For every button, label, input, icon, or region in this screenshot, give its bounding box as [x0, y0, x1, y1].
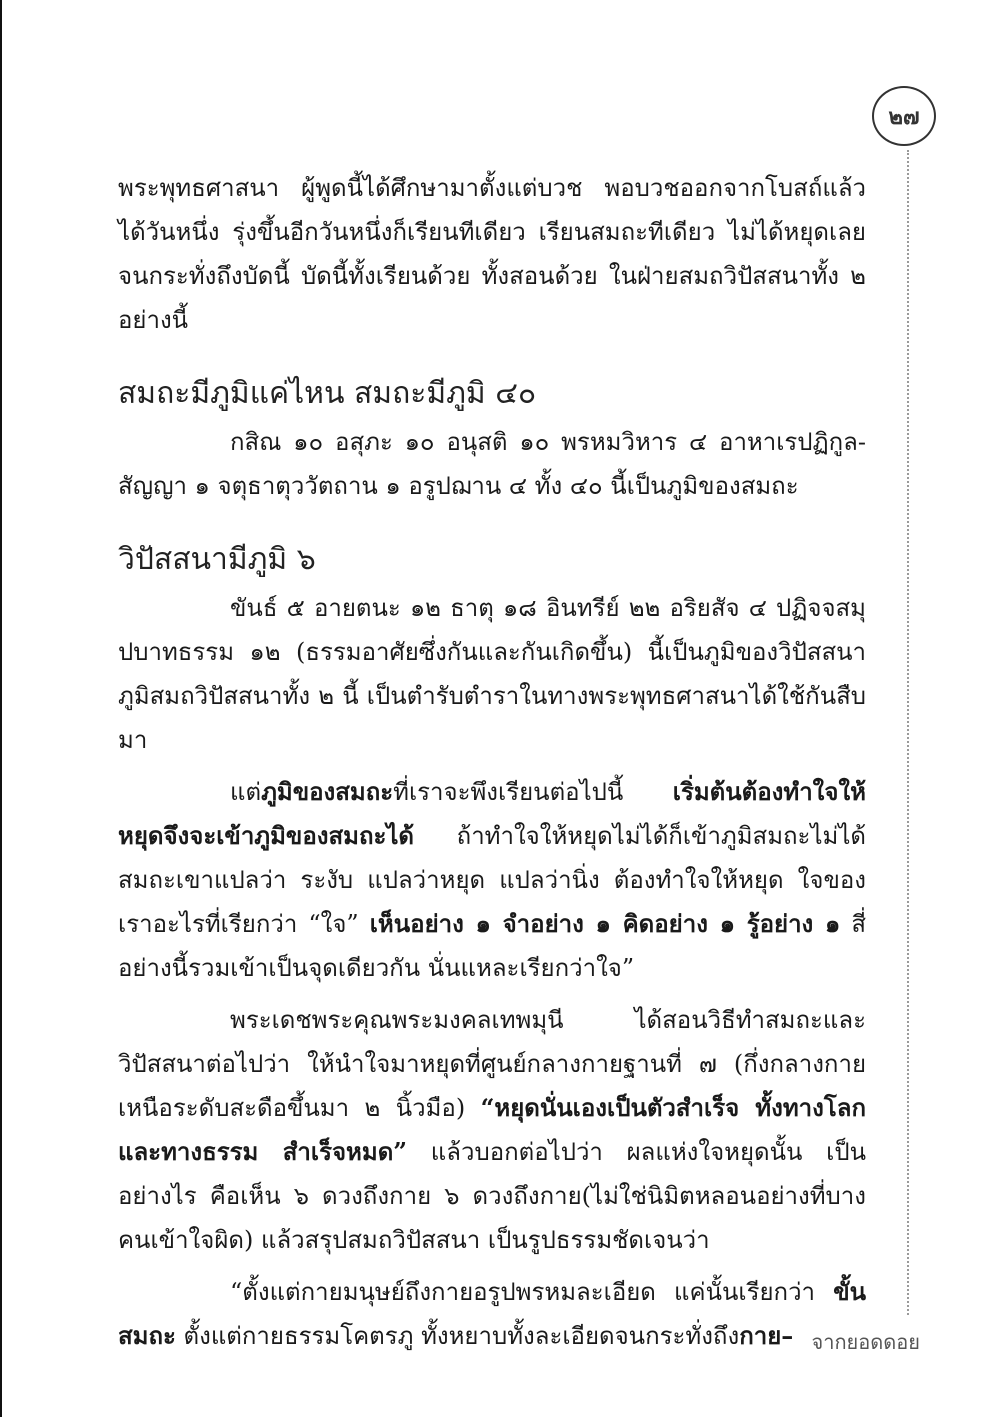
paragraph-samatha-list: กสิณ ๑๐ อสุภะ ๑๐ อนุสติ ๑๐ พรหมวิหาร ๔ อาหาเรปฏิกูล-สัญญา ๑ จตุธาตุววัตถาน ๑ อรูปฌาน ๔ ทั้ง ๔๐ นี้เป็นภูมิของสมถะ: [118, 428, 866, 500]
text-segment: พระเดชพระคุณพระมงคลเทพมุนี ได้สอนวิธีทำสมถะและวิปัสสนาต่อไปว่า ให้นำใจมาหยุดที่ศูนย์กลางกายฐานที่ ๗ (กึ่งกลางกายเหนือระดับสะดือขึ้นมา ๒ นิ้วมือ): [118, 1006, 866, 1122]
bold-segment: เห็นอย่าง ๑ จำอย่าง ๑ คิดอย่าง ๑ รู้อย่าง ๑: [369, 909, 841, 938]
bold-segment: ภูมิของสมถะ: [261, 777, 394, 806]
dotted-margin-rule: [907, 150, 909, 1315]
text-segment: สี่อย่างนี้รวมเข้าเป็นจุดเดียวกัน นั่นแหละเรียกว่าใจ”: [118, 910, 866, 982]
bold-segment: กาย–: [739, 1321, 794, 1350]
bold-segment: เริ่มต้นต้องทำใจให้หยุดจึงจะเข้าภูมิของสมถะได้: [118, 777, 866, 850]
footer-book-title: จากยอดดอย: [811, 1330, 920, 1354]
heading-vipassana-levels: วิปัสสนามีภูมิ ๖: [118, 542, 316, 577]
page-number-badge: ๒๗: [872, 86, 936, 146]
text-segment: “ตั้งแต่กายมนุษย์ถึงกายอรูปพรหมละเอียด แค่นั้นเรียกว่า: [230, 1278, 834, 1306]
bold-quote: “หยุดนั่นเองเป็นตัวสำเร็จ ทั้งทางโลกและทางธรรม สำเร็จหมด”: [118, 1093, 866, 1166]
paragraph-mind-stillness: [118, 770, 866, 990]
text-segment: แล้วบอกต่อไปว่า ผลแห่งใจหยุดนั้น เป็นอย่างไร คือเห็น ๖ ดวงถึงกาย ๖ ดวงถึงกาย(ไม่ใช่นิมิตหลอนอย่างที่บางคนเข้าใจผิด) แล้วสรุปสมถวิปัสสนา เป็นรูปธรรมชัดเจนว่า: [118, 1138, 866, 1254]
paragraph-vipassana-list: ขันธ์ ๕ อายตนะ ๑๒ ธาตุ ๑๘ อินทรีย์ ๒๒ อริยสัจ ๔ ปฏิจจสมุปบาทธรรม ๑๒ (ธรรมอาศัยซึ่งกันและกันเกิดขึ้น) นี้เป็นภูมิของวิปัสสนา ภูมิสมถวิปัสสนาทั้ง ๒ นี้ เป็นตำรับตำราในทางพระพุทธศาสนาได้ใช้กันสืบมา: [118, 594, 866, 754]
paragraph-teaching: [118, 998, 866, 1262]
text-segment: ที่เราจะพึงเรียนต่อไปนี้: [393, 778, 673, 806]
paragraph-intro: พระพุทธศาสนา ผู้พูดนี้ได้ศึกษามาตั้งแต่บวช พอบวชออกจากโบสถ์แล้ว ได้วันหนึ่ง รุ่งขึ้นอีกวันหนึ่งก็เรียนทีเดียว เรียนสมถะทีเดียว ไม่ได้หยุดเลย จนกระทั่งถึงบัดนี้ บัดนี้ทั้งเรียนด้วย ทั้งสอนด้วย ในฝ่ายสมถวิปัสสนาทั้ง ๒ อย่างนี้: [118, 174, 866, 334]
text-segment: ตั้งแต่กายธรรมโคตรภู ทั้งหยาบทั้งละเอียดจนกระทั่งถึง: [175, 1322, 740, 1350]
page-left-border: [0, 0, 2, 1417]
heading-samatha-levels: สมถะมีภูมิแค่ไหน สมถะมีภูมิ ๔๐: [118, 376, 537, 411]
text-segment: ถ้าทำใจให้หยุดไม่ได้ก็เข้าภูมิสมถะไม่ได้ สมถะเขาแปลว่า ระงับ แปลว่าหยุด แปลว่านิ่ง ต้องทำใจให้หยุด ใจของเราอะไรที่เรียกว่า “ใจ”: [118, 822, 866, 938]
bold-segment: ขั้นสมถะ: [118, 1277, 866, 1350]
paragraph-summary-quote: [118, 1270, 866, 1358]
text-segment: แต่: [230, 778, 262, 806]
page-body: [118, 166, 866, 1366]
